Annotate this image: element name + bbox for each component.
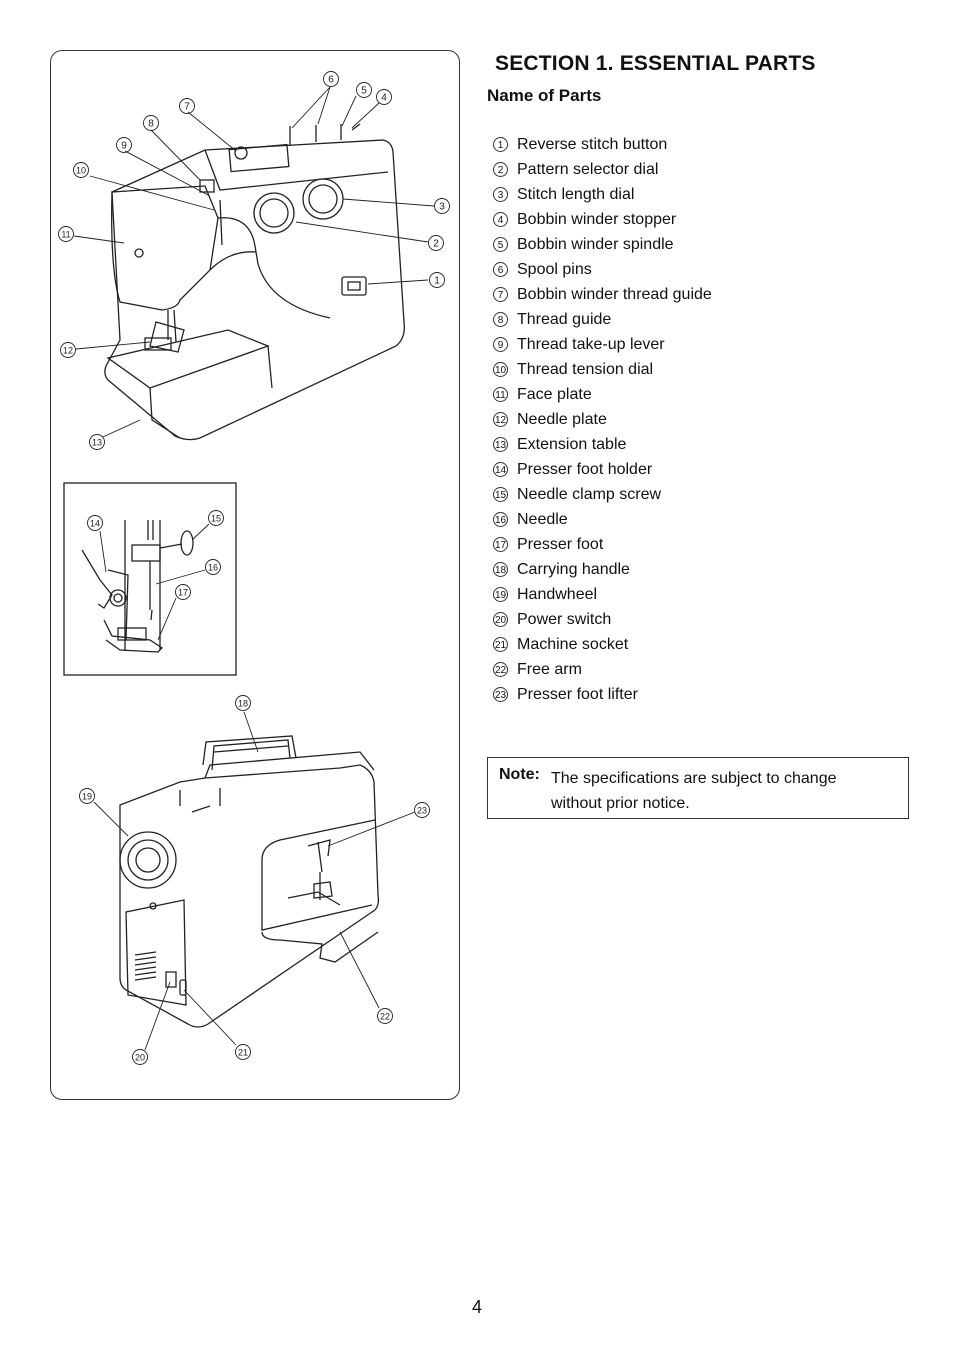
part-number: 14 bbox=[493, 462, 508, 477]
callout-17-number: 17 bbox=[177, 587, 189, 598]
callout-23-number: 23 bbox=[416, 805, 428, 816]
part-number: 17 bbox=[493, 537, 508, 552]
note-text: The specifications are subject to change without prior notice. bbox=[551, 770, 837, 812]
part-name: Power switch bbox=[517, 610, 612, 628]
parts-list bbox=[493, 132, 712, 707]
part-name: Needle clamp screw bbox=[517, 485, 662, 503]
callout-20 bbox=[133, 1050, 148, 1065]
part-name: Carrying handle bbox=[517, 560, 630, 578]
part-item bbox=[493, 232, 712, 257]
part-item bbox=[493, 407, 712, 432]
callout-17 bbox=[176, 585, 191, 600]
part-name: Pattern selector dial bbox=[517, 160, 659, 178]
part-number: 18 bbox=[493, 562, 508, 577]
part-name: Bobbin winder stopper bbox=[517, 210, 677, 228]
callout-13 bbox=[90, 435, 105, 450]
part-number: 8 bbox=[493, 312, 508, 327]
callout-10 bbox=[74, 163, 89, 178]
part-item bbox=[493, 532, 712, 557]
callout-14-number: 14 bbox=[89, 518, 101, 529]
part-name: Bobbin winder thread guide bbox=[517, 285, 712, 303]
part-name: Free arm bbox=[517, 660, 582, 678]
part-item bbox=[493, 657, 712, 682]
part-number: 4 bbox=[493, 212, 508, 227]
callout-12-number: 12 bbox=[62, 345, 74, 356]
part-item bbox=[493, 582, 712, 607]
callout-1-number: 1 bbox=[434, 275, 440, 287]
part-name: Presser foot bbox=[517, 535, 604, 553]
part-item bbox=[493, 632, 712, 657]
callout-labels bbox=[59, 72, 450, 1065]
part-number: 9 bbox=[493, 337, 508, 352]
callout-4-number: 4 bbox=[381, 92, 387, 104]
part-name: Thread guide bbox=[517, 310, 612, 328]
part-item bbox=[493, 357, 712, 382]
part-number: 7 bbox=[493, 287, 508, 302]
part-number: 10 bbox=[493, 362, 508, 377]
part-item bbox=[493, 482, 712, 507]
callout-8-number: 8 bbox=[148, 118, 154, 130]
callout-18-number: 18 bbox=[237, 698, 249, 709]
callout-5-number: 5 bbox=[361, 85, 367, 97]
callout-15 bbox=[209, 511, 224, 526]
callout-9-number: 9 bbox=[121, 140, 127, 152]
part-number: 23 bbox=[493, 687, 508, 702]
part-name: Presser foot lifter bbox=[517, 685, 638, 703]
part-number: 20 bbox=[493, 612, 508, 627]
part-item bbox=[493, 157, 712, 182]
part-item bbox=[493, 457, 712, 482]
part-number: 15 bbox=[493, 487, 508, 502]
part-number: 5 bbox=[493, 237, 508, 252]
part-name: Needle bbox=[517, 510, 568, 528]
callout-13-number: 13 bbox=[91, 437, 103, 448]
part-name: Extension table bbox=[517, 435, 627, 453]
callout-2 bbox=[429, 236, 444, 251]
callout-6 bbox=[324, 72, 339, 87]
front-view-machine bbox=[105, 124, 404, 440]
callout-3-number: 3 bbox=[439, 201, 445, 213]
part-number: 22 bbox=[493, 662, 508, 677]
callout-19 bbox=[80, 789, 95, 804]
callout-4 bbox=[377, 90, 392, 105]
part-name: Presser foot holder bbox=[517, 460, 653, 478]
callout-5 bbox=[357, 83, 372, 98]
part-item bbox=[493, 607, 712, 632]
callout-12 bbox=[61, 343, 76, 358]
part-name: Stitch length dial bbox=[517, 185, 635, 203]
part-number: 16 bbox=[493, 512, 508, 527]
part-item bbox=[493, 207, 712, 232]
part-number: 12 bbox=[493, 412, 508, 427]
callout-7-number: 7 bbox=[184, 101, 190, 113]
callout-11 bbox=[59, 227, 74, 242]
section-title: SECTION 1. ESSENTIAL PARTS bbox=[495, 52, 816, 75]
note-box bbox=[487, 757, 909, 819]
part-item bbox=[493, 507, 712, 532]
callout-2-number: 2 bbox=[433, 238, 439, 250]
part-item bbox=[493, 132, 712, 157]
page-number: 4 bbox=[471, 1297, 482, 1317]
callout-22-number: 22 bbox=[379, 1011, 391, 1022]
callout-20-number: 20 bbox=[134, 1052, 146, 1063]
part-number: 1 bbox=[493, 137, 508, 152]
part-number: 13 bbox=[493, 437, 508, 452]
part-name: Machine socket bbox=[517, 635, 629, 653]
part-name: Face plate bbox=[517, 385, 592, 403]
part-number: 19 bbox=[493, 587, 508, 602]
part-item bbox=[493, 557, 712, 582]
part-number: 21 bbox=[493, 637, 508, 652]
callout-1 bbox=[430, 273, 445, 288]
callout-16 bbox=[206, 560, 221, 575]
part-item bbox=[493, 257, 712, 282]
callout-22 bbox=[378, 1009, 393, 1024]
needle-detail-drawing bbox=[82, 520, 193, 652]
part-name: Thread take-up lever bbox=[517, 335, 665, 353]
part-name: Thread tension dial bbox=[517, 360, 654, 378]
part-item bbox=[493, 182, 712, 207]
part-item bbox=[493, 432, 712, 457]
callout-21 bbox=[236, 1045, 251, 1060]
part-number: 3 bbox=[493, 187, 508, 202]
callout-14 bbox=[88, 516, 103, 531]
leader-lines bbox=[74, 87, 434, 1050]
note-label: Note: bbox=[499, 766, 540, 783]
callout-23 bbox=[415, 803, 430, 818]
callout-3 bbox=[435, 199, 450, 214]
part-item bbox=[493, 282, 712, 307]
callout-7 bbox=[180, 99, 195, 114]
callout-11-number: 11 bbox=[61, 229, 71, 240]
callout-19-number: 19 bbox=[81, 791, 93, 802]
callout-9 bbox=[117, 138, 132, 153]
callout-15-number: 15 bbox=[210, 513, 222, 524]
part-name: Needle plate bbox=[517, 410, 607, 428]
callout-10-number: 10 bbox=[75, 165, 87, 176]
part-item bbox=[493, 682, 712, 707]
part-number: 11 bbox=[493, 387, 508, 402]
part-name: Reverse stitch button bbox=[517, 135, 668, 153]
part-item bbox=[493, 307, 712, 332]
part-number: 6 bbox=[493, 262, 508, 277]
rear-view-machine bbox=[120, 736, 378, 1027]
part-item bbox=[493, 382, 712, 407]
part-name: Spool pins bbox=[517, 260, 592, 278]
callout-6-number: 6 bbox=[328, 74, 334, 86]
part-item bbox=[493, 332, 712, 357]
part-number: 2 bbox=[493, 162, 508, 177]
callout-16-number: 16 bbox=[207, 562, 219, 573]
part-name: Bobbin winder spindle bbox=[517, 235, 674, 253]
part-name: Handwheel bbox=[517, 585, 598, 603]
parts-subtitle: Name of Parts bbox=[487, 86, 602, 105]
callout-21-number: 21 bbox=[237, 1047, 249, 1058]
callout-8 bbox=[144, 116, 159, 131]
callout-18 bbox=[236, 696, 251, 711]
